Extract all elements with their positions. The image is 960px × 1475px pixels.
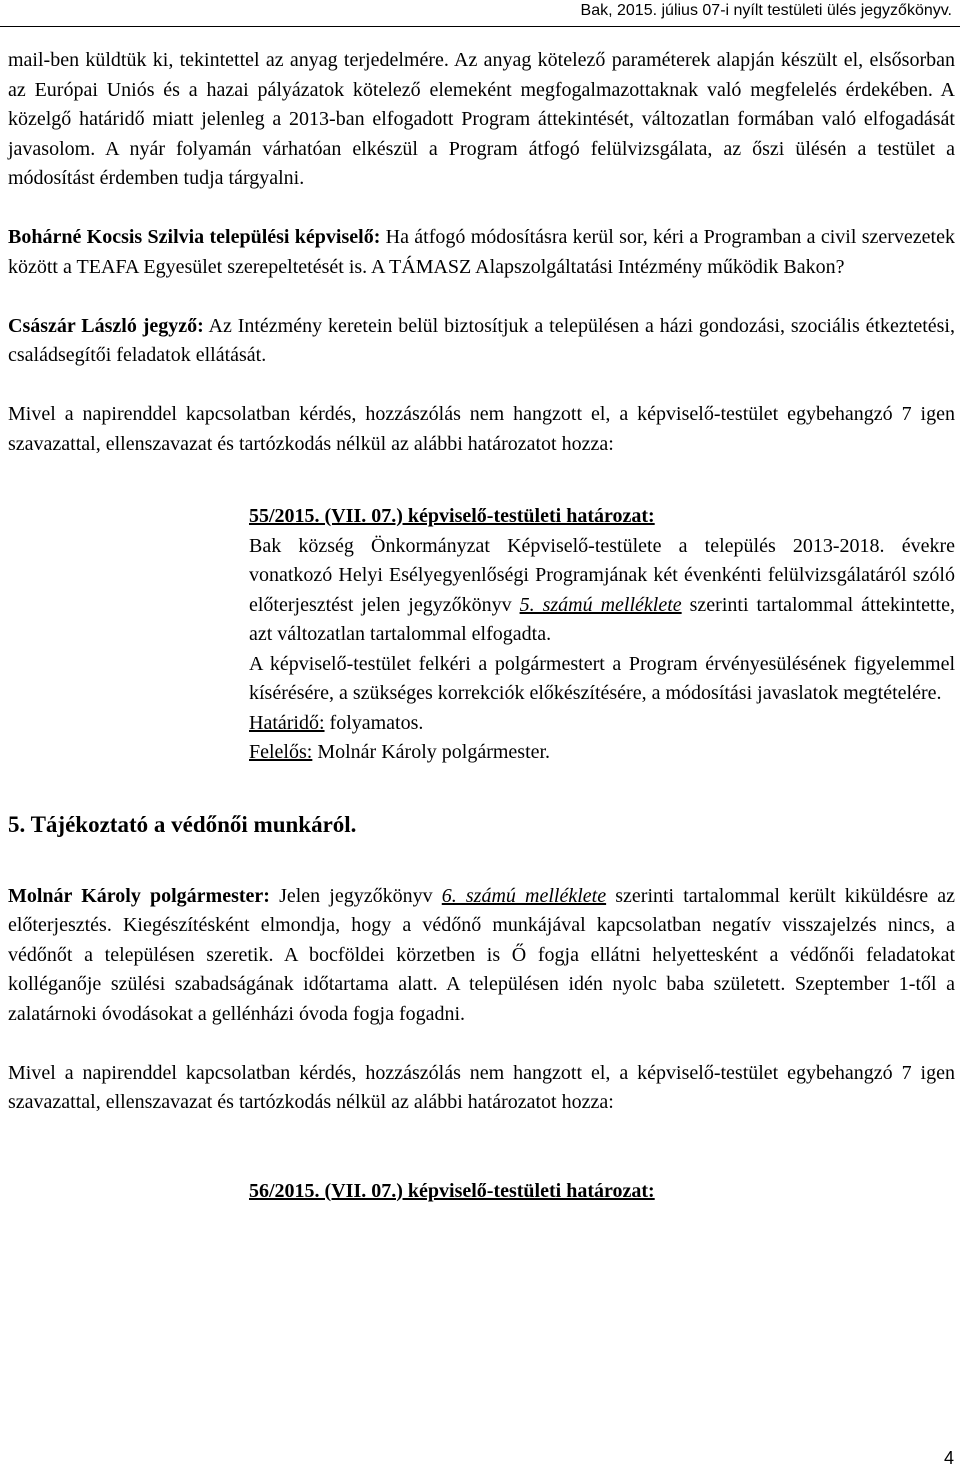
paragraph-csaszar [8, 312, 955, 371]
resolution-55 [249, 502, 955, 768]
paragraph-molnar [8, 882, 955, 1030]
resolution-55-title: 55/2015. (VII. 07.) képviselő-testületi határozat: [249, 505, 655, 527]
resolution-55-deadline [249, 709, 955, 739]
deadline-value: folyamatos. [324, 711, 424, 734]
page-number: 4 [943, 1448, 954, 1468]
responsible-value: Molnár Károly polgármester. [312, 741, 551, 763]
resolution-text: Bak község Önkormányzat Képviselő-testülete a település 2013-2018. évekre vonatkozó Helyi Esélyegyenlőségi Programjának két évenkénti felülvizsgálatáról szóló előterjesztést jelen jegyzőkönyv [249, 534, 955, 616]
resolution-56 [249, 1177, 955, 1207]
speaker-text: Jelen jegyzőkönyv [269, 884, 442, 907]
resolution-55-request: A képviselő-testület felkéri a polgármestert a Program érvényesülésének figyelemmel kísérésére, a szükséges korrekciók előkészítésére, a módosítási javaslatok megtételére. [249, 652, 955, 704]
paragraph-vote-56: Mivel a napirenddel kapcsolatban kérdés, hozzászólás nem hangzott el, a képviselő-testület egybehangzó 7 igen szavazattal, ellenszavazat és tartózkodás nélkül az alábbi határozatot hozza: [8, 1061, 955, 1113]
appendix-6-link: 6. számú melléklete [441, 884, 607, 907]
deadline-label: Határidő: [249, 711, 325, 734]
resolution-text: szerinti tartalommal áttekintette, azt változatlan tartalommal elfogadta. [249, 593, 955, 645]
section-5-heading: 5. Tájékoztató a védőnői munkáról. [8, 811, 357, 837]
paragraph-program-summary: mail-ben küldtük ki, tekintettel az anyag terjedelmére. Az anyag kötelező paraméterek alapján készült el, elsősorban az Európai Uniós és a hazai pályázatok kötelező elemeként megfogalmazottaknak való megfelelés érdekében. A közelgő határidő miatt jelenleg a 2013-ban elfogadott Program áttekintését, változatlan formában való elfogadását javasolom. A nyár folyamán várhatóan elkészül a Program átfogó felülvizsgálata, az őszi ülésén a testület a módosítást érdemben tudja tárgyalni. [8, 49, 955, 189]
resolution-55-responsible [249, 738, 955, 768]
appendix-5-link: 5. számú melléklete [519, 593, 682, 616]
header-divider [0, 26, 960, 27]
speaker-text: Ha átfogó módosításra kerül sor, kéri a Programban a civil szervezetek között a TEAFA Egyesület szerepeltetését is. A TÁMASZ Alapszolgáltatási Intézmény működik Bakon? [8, 226, 955, 278]
speaker-name: Császár László jegyző: [8, 314, 204, 337]
resolution-56-title: 56/2015. (VII. 07.) képviselő-testületi határozat: [249, 1179, 655, 1202]
responsible-label: Felelős: [249, 741, 313, 763]
document-body [8, 46, 955, 1206]
speaker-name: Molnár Károly polgármester: [8, 884, 270, 907]
resolution-55-body [249, 532, 955, 650]
speaker-name: Bohárné Kocsis Szilvia települési képviselő: [8, 226, 381, 248]
speaker-text: Az Intézmény keretein belül biztosítjuk a településen a házi gondozási, szociális étkeztetési, családsegítői feladatok ellátását. [8, 314, 955, 366]
page-header: Bak, 2015. július 07-i nyílt testületi ülés jegyzőkönyv. [580, 2, 952, 19]
paragraph-boharne [8, 223, 955, 282]
speaker-text: szerinti tartalommal került kiküldésre az előterjesztés. Kiegészítésként elmondja, hogy a védőnő munkájával kapcsolatban negatív visszajelzés nincs, a védőnőt a településen szeretik. A bocföldei körzetben is Ő fogja ellátni helyettesként a védőnői feladatokat kolléganője szülési szabadságának időtartama alatt. A településen idén nyolc baba született. Szeptember 1-től a zalatárnoki óvodásokat a gellénházi óvoda fogja fogadni. [8, 884, 956, 1025]
paragraph-vote-55: Mivel a napirenddel kapcsolatban kérdés, hozzászólás nem hangzott el, a képviselő-testület egybehangzó 7 igen szavazattal, ellenszavazat és tartózkodás nélkül az alábbi határozatot hozza: [8, 403, 955, 455]
